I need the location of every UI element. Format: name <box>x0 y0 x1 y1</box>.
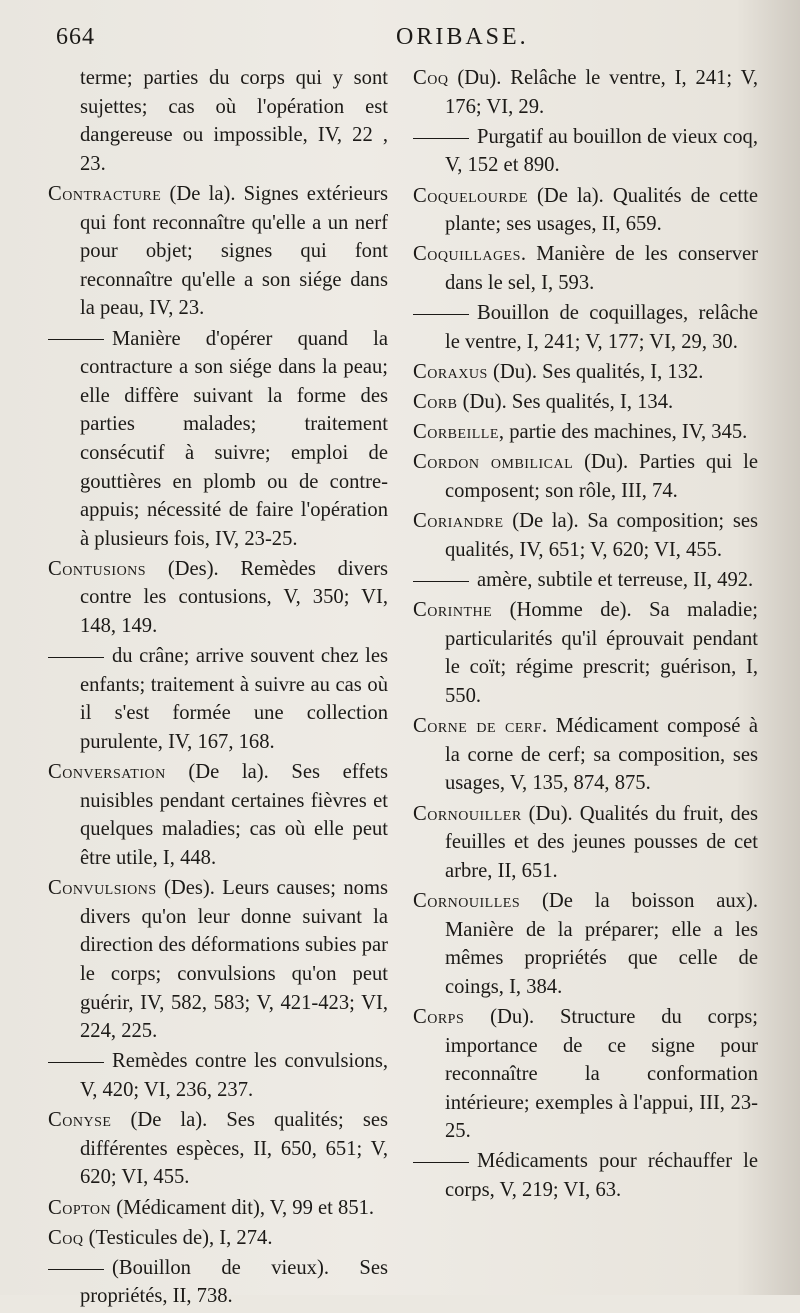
entry-text: amère, subtile et terreuse, II, 492. <box>477 569 754 592</box>
index-entry <box>413 299 758 356</box>
index-entry <box>413 887 758 1001</box>
index-entry <box>413 418 758 447</box>
entry-headword: Corb <box>413 391 458 414</box>
entry-text: (Des). Remèdes divers contre les contusions, V, 350; VI, 148, 149. <box>80 557 388 638</box>
running-title: ORIBASE. <box>396 24 529 50</box>
index-entry <box>48 642 388 756</box>
entry-text: (De la). Qualités de cette plante; ses usages, II, 659. <box>445 184 758 236</box>
entry-headword: Coquelourde <box>413 184 528 207</box>
entry-headword: Corinthe <box>413 599 493 622</box>
entry-text: (Du). Parties qui le composent; son rôle, III, 74. <box>445 451 759 503</box>
index-entry <box>48 1047 388 1104</box>
index-entry <box>413 596 758 710</box>
entry-text: (De la). Ses effets nuisibles pendant certaines fièvres et quelques maladies; cas où elle peut être utile, I, 448. <box>80 761 388 869</box>
entry-text: (Du). Ses qualités, I, 132. <box>487 360 704 383</box>
entry-text: . Médicament composé à la corne de cerf; sa composition, ses usages, V, 135, 874, 875. <box>445 715 758 795</box>
index-column-left <box>48 64 388 1313</box>
entry-headword: Contusions <box>48 557 147 580</box>
index-entry <box>48 1224 388 1253</box>
index-entry <box>48 555 388 641</box>
ditto-dash <box>48 1269 104 1270</box>
entry-headword: Conversation <box>48 761 166 784</box>
ditto-dash <box>48 339 104 340</box>
entry-text: (Du). Ses qualités, I, 134. <box>457 391 674 414</box>
entry-headword: Corps <box>413 1005 465 1028</box>
index-entry <box>80 64 388 178</box>
page-number: 664 <box>56 24 95 50</box>
ditto-dash <box>413 1162 469 1163</box>
index-entry <box>413 448 758 505</box>
index-entry <box>48 180 388 323</box>
entry-headword: Convulsions <box>48 877 157 900</box>
entry-headword: Cordon ombilical <box>413 451 574 474</box>
entry-text: (Médicament dit), V, 99 et 851. <box>111 1196 375 1219</box>
index-entry <box>413 240 758 297</box>
entry-text: Médicaments pour réchauffer le corps, V, 219; VI, 63. <box>445 1150 758 1202</box>
index-entry <box>413 566 758 595</box>
entry-headword: Conyse <box>48 1109 112 1132</box>
entry-headword: Copton <box>48 1196 112 1219</box>
entry-text: Manière d'opérer quand la contracture a son siége dans la peau; elle diffère suivant la forme des parties malades; traitement consécutif à suivre; emploi de gouttières en plomb ou de contre-appuis; nécessité de faire l'opération à plusieurs fois, IV, 23-25. <box>80 327 388 550</box>
index-entry <box>48 1254 388 1311</box>
entry-text: (De la boisson aux). Manière de la préparer; elle a les mêmes propriétés que celle de coings, I, 384. <box>445 889 758 998</box>
index-entry <box>413 123 758 180</box>
entry-text: Remèdes contre les convulsions, V, 420; VI, 236, 237. <box>80 1050 388 1101</box>
entry-text: (Des). Leurs causes; noms divers qu'on leur donne suivant la direction des déformations subies par le corps; convulsions qu'on peut guérir, IV, 582, 583; V, 421-423; VI, 224, 225. <box>80 877 388 1043</box>
entry-text: (Homme de). Sa maladie; particularités qu'il éprouvait pendant le coït; régime prescrit; guérison, I, 550. <box>445 599 758 707</box>
ditto-dash <box>413 581 469 582</box>
index-entry <box>48 1194 388 1223</box>
ditto-dash <box>413 314 469 315</box>
entry-text: (Du). Relâche le ventre, I, 241; V, 176; VI, 29. <box>445 67 758 118</box>
entry-text: . Manière de les conserver dans le sel, I, 593. <box>445 243 758 294</box>
index-entry <box>413 64 758 121</box>
index-entry <box>48 325 388 554</box>
index-entry <box>48 874 388 1046</box>
index-entry <box>413 800 758 886</box>
entry-text: (Du). Qualités du fruit, des feuilles et des jeunes pousses de cet arbre, II, 651. <box>445 802 758 882</box>
entry-headword: Coq <box>48 1226 84 1249</box>
entry-text: (Du). Structure du corps; importance de ce signe pour reconnaître la conformation intérieure; exemples à l'appui, III, 23-25. <box>445 1005 758 1143</box>
entry-text: (De la). Signes extérieurs qui font reconnaître qu'elle a un nerf pour objet; signes qui font reconnaître qu'elle a son siége dans la peau, IV, 23. <box>80 182 388 320</box>
entry-text: terme; parties du corps qui y sont sujettes; cas où l'opération est dangereuse ou impossible, IV, 22 , 23. <box>80 67 388 175</box>
entry-headword: Cornouilles <box>413 889 521 912</box>
entry-text: (De la). Sa composition; ses qualités, IV, 651; V, 620; VI, 455. <box>445 510 758 561</box>
entry-headword: Coraxus <box>413 360 488 383</box>
entry-headword: Corne de cerf <box>413 715 543 738</box>
index-column-right <box>413 64 758 1206</box>
entry-text: Bouillon de coquillages, relâche le ventre, I, 241; V, 177; VI, 29, 30. <box>445 302 758 353</box>
entry-text: (Bouillon de vieux). Ses propriétés, II, 738. <box>80 1256 388 1308</box>
index-entry <box>413 182 758 239</box>
ditto-dash <box>48 657 104 658</box>
entry-text: (Testicules de), I, 274. <box>83 1226 273 1249</box>
index-entry <box>413 388 758 417</box>
index-entry <box>413 1147 758 1204</box>
entry-headword: Corbeille <box>413 421 499 444</box>
ditto-dash <box>48 1062 104 1063</box>
entry-headword: Coq <box>413 67 449 89</box>
page-header <box>56 22 746 58</box>
index-entry <box>413 507 758 564</box>
entry-text: du crâne; arrive souvent chez les enfants; traitement à suivre au cas où il s'est formée une collection purulente, IV, 167, 168. <box>80 645 388 754</box>
ditto-dash <box>413 138 469 139</box>
entry-text: Purgatif au bouillon de vieux coq, V, 152 et 890. <box>445 125 758 177</box>
index-entry <box>48 758 388 872</box>
entry-headword: Coquillages <box>413 243 521 266</box>
entry-headword: Contracture <box>48 182 162 205</box>
entry-headword: Coriandre <box>413 510 504 533</box>
entry-text: (De la). Ses qualités; ses différentes espèces, II, 650, 651; V, 620; VI, 455. <box>80 1109 388 1189</box>
index-entry <box>413 358 758 387</box>
entry-text: , partie des machines, IV, 345. <box>498 421 748 444</box>
index-entry <box>413 1003 758 1146</box>
index-entry <box>48 1106 388 1192</box>
entry-headword: Cornouiller <box>413 802 522 825</box>
index-entry <box>413 712 758 798</box>
